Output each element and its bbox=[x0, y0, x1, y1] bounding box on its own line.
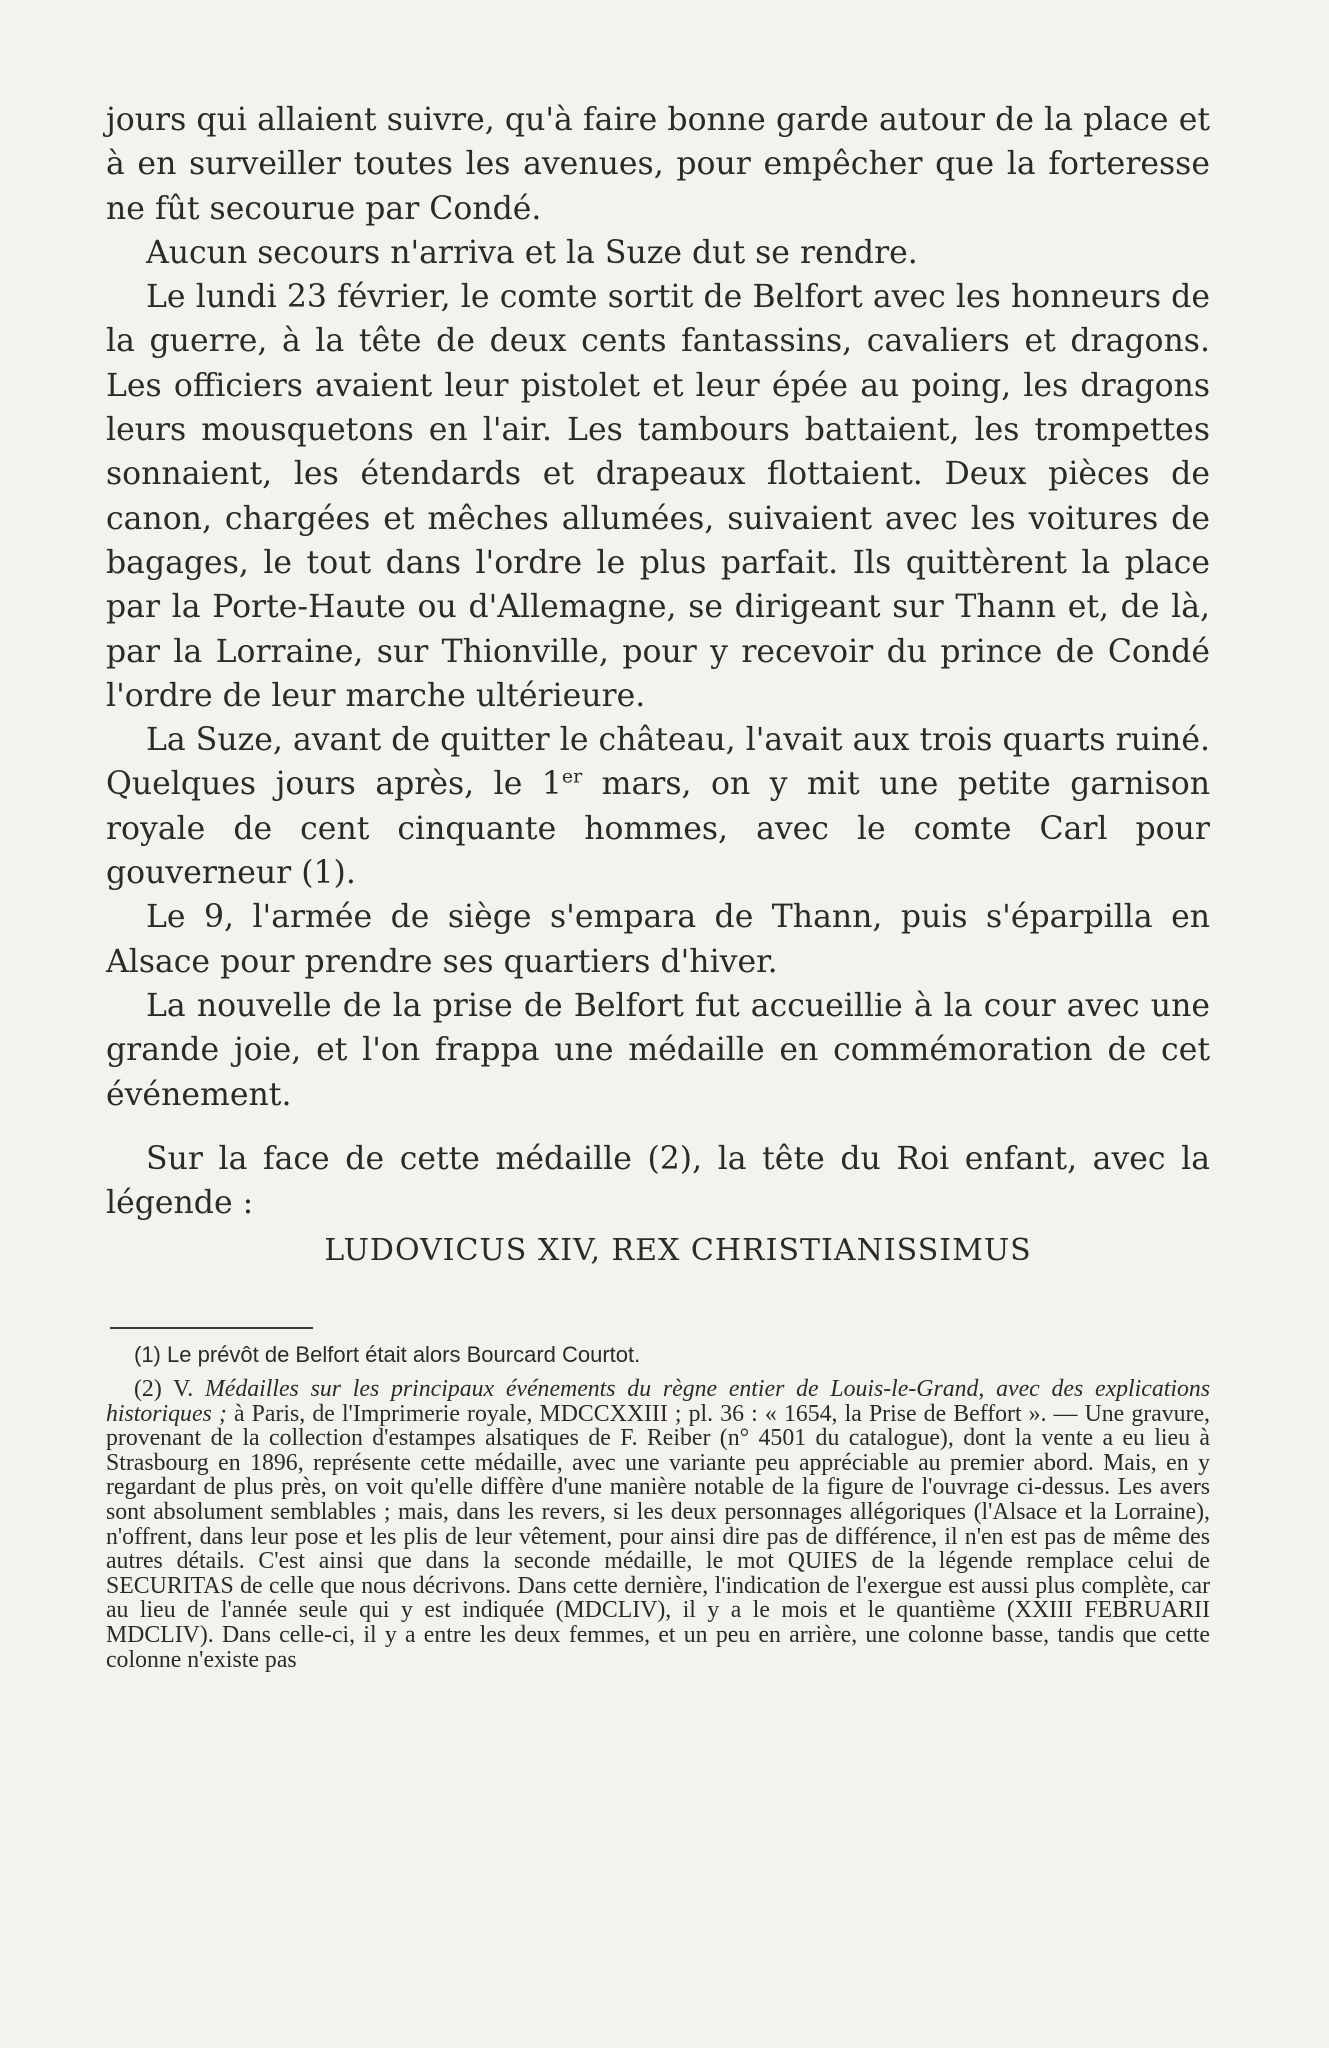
paragraph-departure: Le lundi 23 février, le comte sortit de Belfort avec les honneurs de la guerre, à la tête de deux cents fantassins, cavaliers et dragons. Les officiers avaient leur pistolet et leur épée au poing, les dragons leurs mousquetons en l'air. Les tambours battaient, les trompettes sonnaient, les étendards et drapeaux flottaient. Deux pièces de canon, chargées et mêches allumées, suivaient avec les voitures de bagages, le tout dans l'ordre le plus parfait. Ils quittèrent la place par la Porte-Haute ou d'Allemagne, se dirigeant sur Thann et, de là, par la Lorraine, sur Thionville, pour y recevoir du prince de Condé l'ordre de leur marche ultérieure. bbox=[106, 279, 1210, 714]
footnote-1: (1) Le prévôt de Belfort était alors Bourcard Courtot. bbox=[134, 1342, 641, 1368]
paragraph-castle-text-b: mars, on y mit une petite garnison royale de cent cinquante hommes, avec le comte Carl pour gouverneur (1). bbox=[106, 766, 1210, 892]
footnote-divider bbox=[110, 1327, 313, 1329]
footnote-2-title: Médailles sur les principaux événements du règne entier de Louis-le-Grand, avec des explications historiques ; bbox=[106, 1376, 1210, 1427]
paragraph-medal-face: Sur la face de cette médaille (2), la tête du Roi enfant, avec la légende : bbox=[106, 1140, 1210, 1222]
footnote-2-text: à Paris, de l'Imprimerie royale, MDCCXXIII ; pl. 36 : « 1654, la Prise de Beffort ». — Une gravure, provenant de la collection d'estampes alsatiques de F. Reiber (n° 4501 du catalogue), dont la vente a eu lieu à Strasbourg en 1896, représente cette médaille, avec une variante peu appréciable au premier abord. Mais, en y regardant de plus près, on voit qu'elle diffère d'une manière notable de la figure de l'ouvrage ci-dessus. Les avers sont absolument semblables ; mais, dans les revers, si les deux personnages allégoriques (l'Alsace et la Lorraine), n'offrent, dans leur pose et les plis de leur vêtement, pour ainsi dire pas de différence, il n'en est pas de même des autres détails. C'est ainsi que dans la seconde médaille, le mot QUIES de la légende remplace celui de SECURITAS de celle que nous décrivons. Dans cette dernière, l'indication de l'exergue est aussi plus complète, car au lieu de l'année seule qui y est indiquée (MDCLIV), il y a le mois et le quantième (XXIII FEBRUARII MDCLIV). Dans celle-ci, il y a entre les deux femmes, et un peu en arrière, une colonne basse, tandis que cette colonne n'existe pas bbox=[106, 1400, 1210, 1673]
paragraph-castle-ruined bbox=[106, 718, 1210, 895]
medal-legend: LUDOVICUS XIV, REX CHRISTIANISSIMUS bbox=[324, 1233, 1032, 1269]
paragraph-thann: Le 9, l'armée de siège s'empara de Thann, puis s'éparpilla en Alsace pour prendre ses quartiers d'hiver. bbox=[106, 899, 1210, 980]
footnote-2-number: (2) V. bbox=[134, 1376, 205, 1403]
footnote-2 bbox=[106, 1377, 1210, 1672]
main-text bbox=[106, 98, 1210, 1273]
footnotes bbox=[106, 1343, 1210, 1672]
paragraph-surrender: Aucun secours n'arriva et la Suze dut se rendre. bbox=[146, 234, 918, 271]
paragraph-castle-text-a: La Suze, avant de quitter le château, l'avait aux trois quarts ruiné. Quelques jours après, le 1 bbox=[106, 722, 1210, 803]
ordinal-superscript: er bbox=[561, 765, 583, 788]
paragraph-court-news: La nouvelle de la prise de Belfort fut accueillie à la cour avec une grande joie, et l'on frappa une médaille en commémoration de cet événement. bbox=[106, 987, 1210, 1113]
book-page bbox=[106, 98, 1210, 1672]
paragraph-continuation: jours qui allaient suivre, qu'à faire bonne garde autour de la place et à en surveiller toutes les avenues, pour empêcher que la forteresse ne fût secourue par Condé. bbox=[106, 102, 1210, 227]
